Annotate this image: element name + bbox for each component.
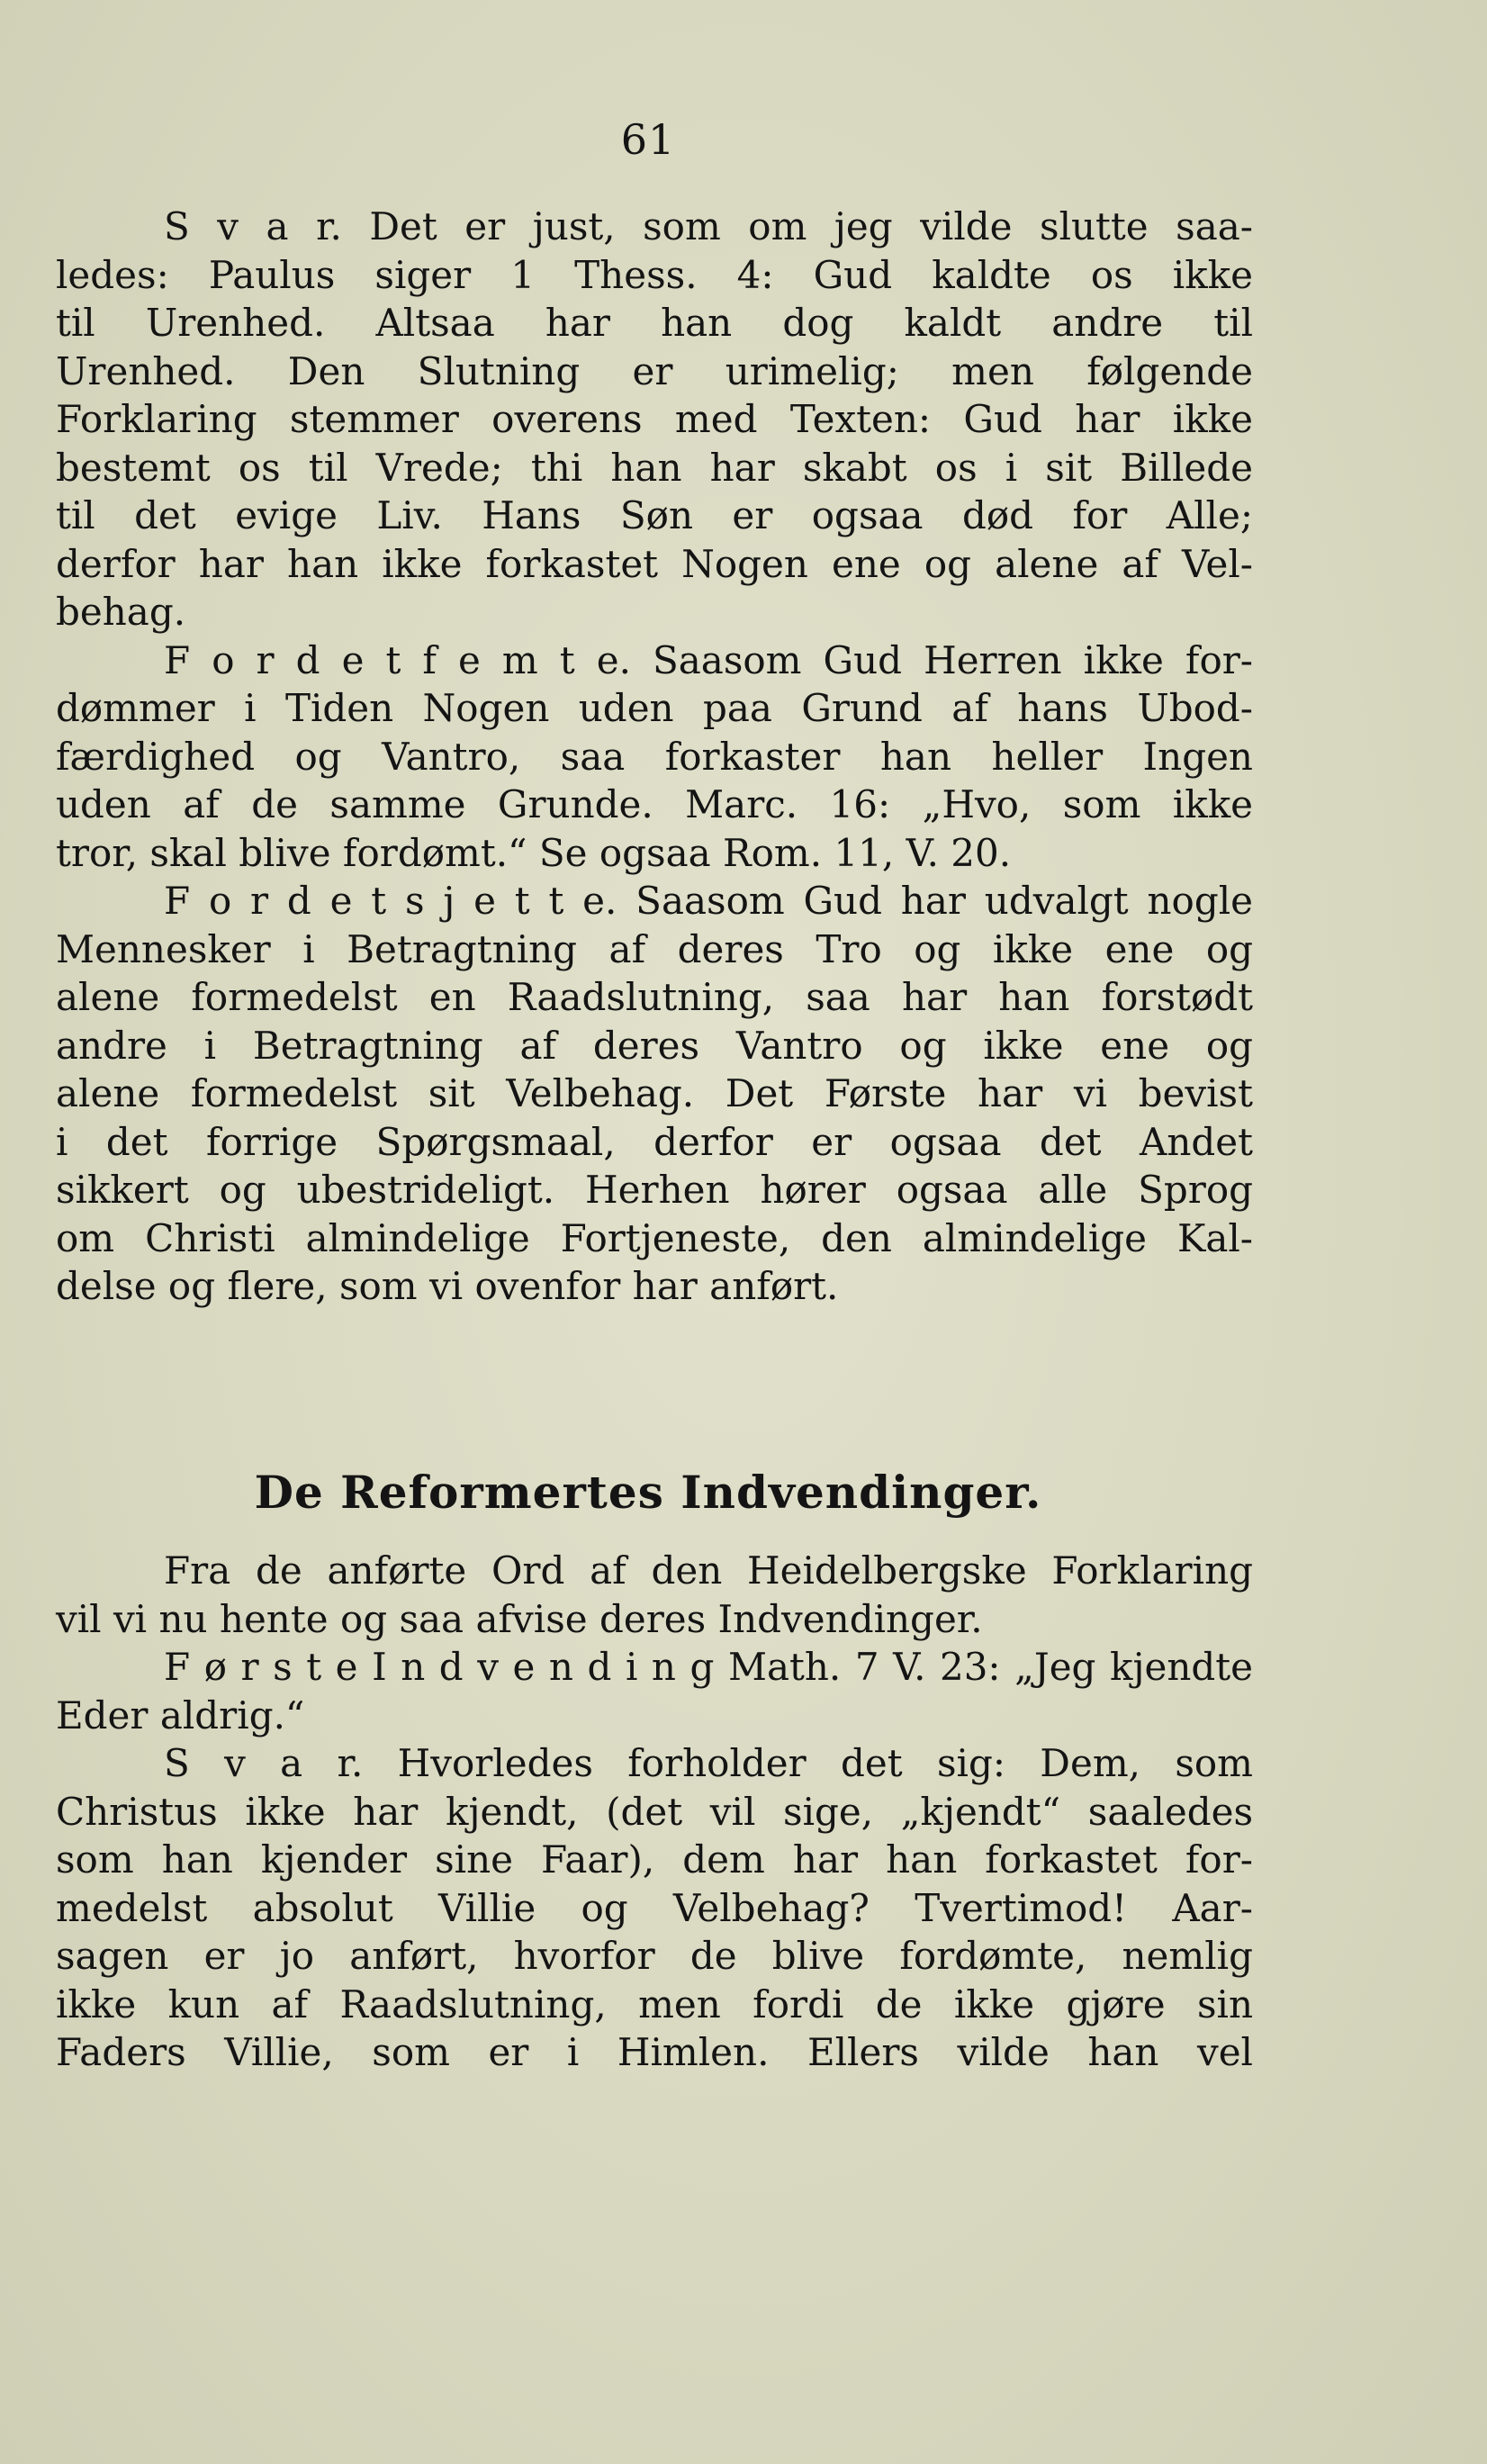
text-line: ikke kun af Raadslutning, men fordi de ikke gjøre sin [56,1981,1253,2026]
body-text-top [56,203,1253,1311]
page-number: 61 [620,115,676,164]
text-line: som han kjender sine Faar), dem har han forkastet for- [56,1837,1253,1882]
text-line: medelst absolut Villie og Velbehag? Tvertimod! Aar- [56,1885,1253,1930]
text-line: F o r d e t s j e t t e. Saasom Gud har udvalgt nogle [164,879,1253,923]
text-line: S v a r. Hvorledes forholder det sig: Dem, som [164,1741,1253,1785]
text-line: Mennesker i Betragtning af deres Tro og ikke ene og [56,926,1253,971]
text-line: alene formedelst sit Velbehag. Det Første har vi bevist [56,1071,1253,1115]
text-line: alene formedelst en Raadslutning, saa har han forstødt [56,975,1253,1019]
text-line: behag. [56,590,186,634]
text-line: vil vi nu hente og saa afvise deres Indvendinger. [56,1596,983,1641]
text-line: Urenhed. Den Slutning er urimelig; men følgende [56,348,1253,393]
text-line: Faders Villie, som er i Himlen. Ellers vilde han vel [56,2030,1253,2074]
text-line: færdighed og Vantro, saa forkaster han heller Ingen [56,734,1253,779]
text-line: bestemt os til Vrede; thi han har skabt os i sit Billede [56,445,1253,490]
text-line: til Urenhed. Altsaa har han dog kaldt andre til [56,301,1253,345]
text-line: ledes: Paulus siger 1 Thess. 4: Gud kaldte os ikke [56,252,1253,297]
text-line: andre i Betragtning af deres Vantro og ikke ene og [56,1023,1253,1068]
text-line: F ø r s t e I n d v e n d i n g Math. 7 V. 23: „Jeg kjendte [164,1645,1253,1689]
text-line: delse og flere, som vi ovenfor har anført. [56,1264,839,1308]
body-text-bottom [56,1547,1253,2077]
text-line: sikkert og ubestrideligt. Herhen hører ogsaa alle Sprog [56,1168,1253,1212]
text-line: om Christi almindelige Fortjeneste, den almindelige Kal- [56,1215,1253,1260]
text-line: Christus ikke har kjendt, (det vil sige, „kjendt“ saaledes [56,1789,1253,1834]
text-line: tror, skal blive fordømt.“ Se ogsaa Rom. 11, V. 20. [56,830,1012,875]
section-heading: De Reformertes Indvendinger. [254,1466,1042,1519]
text-line: derfor har han ikke forkastet Nogen ene og alene af Vel- [56,541,1253,586]
text-line: F o r d e t f e m t e. Saasom Gud Herren ikke for- [164,637,1253,682]
text-line: sagen er jo anført, hvorfor de blive fordømte, nemlig [56,1934,1253,1978]
text-line: dømmer i Tiden Nogen uden paa Grund af hans Ubod- [56,686,1253,730]
text-line: til det evige Liv. Hans Søn er ogsaa død for Alle; [56,493,1253,537]
text-line: uden af de samme Grunde. Marc. 16: „Hvo, som ikke [56,782,1253,826]
text-line: Fra de anførte Ord af den Heidelbergske Forklaring [164,1548,1253,1593]
text-line: Forklaring stemmer overens med Texten: Gud har ikke [56,397,1253,441]
text-line: i det forrige Spørgsmaal, derfor er ogsaa det Andet [56,1119,1253,1164]
text-line: Eder aldrig.“ [56,1692,305,1737]
text-line: S v a r. Det er just, som om jeg vilde slutte saa- [164,204,1253,248]
